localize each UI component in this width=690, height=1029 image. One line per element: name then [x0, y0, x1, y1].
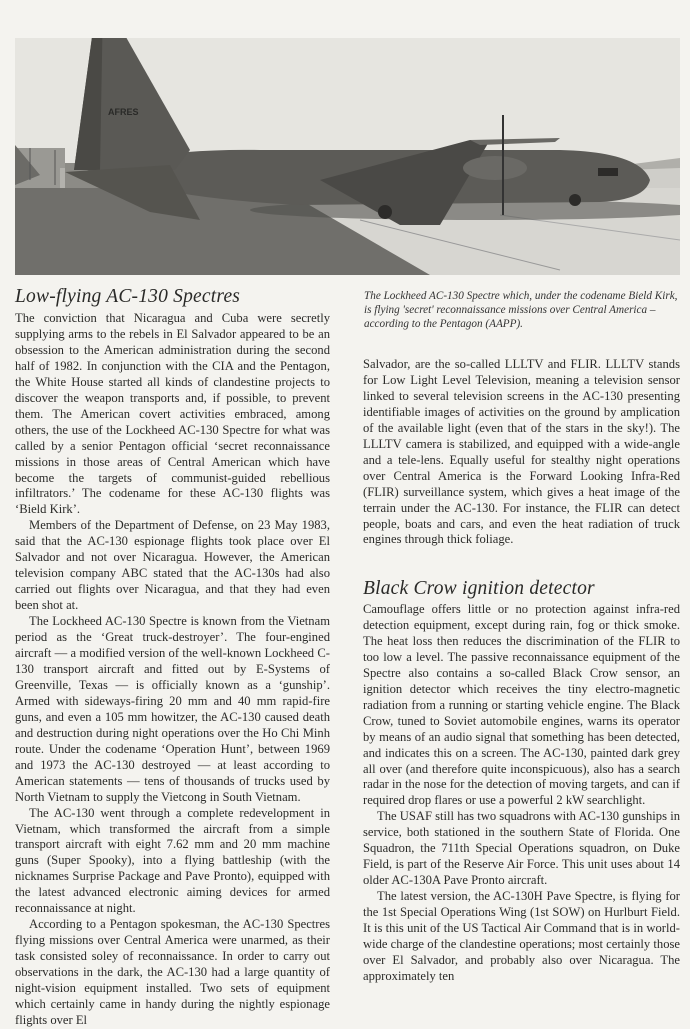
paragraph: The USAF still has two squadrons with AC-130 gunships in service, both stationed in the southern State of Florida. One Squadron, the 711th Special Operations squadron, on Duke Field, is part of the Reserve Air Force. This unit uses about 14 older AC-130A Pave Pronto aircraft. — [363, 809, 680, 888]
paragraph: The conviction that Nicaragua and Cuba were secretly supplying arms to the rebels in El Salvador appeared to be an obsession to the American administration during the second half of 1982. In conjunction with the CIA and the Pentagon, the White House started all kinds of clandestine projects to discover the weapon transports and, if possible, to prevent them. The American covert activities embraced, among others, the use of the Lockheed AC-130 Spectre for what was called by a senior Pentagon official ‘secret reconnaissance missions in those areas of Central American which have become the targets of communist-guided rebellious infiltrators.’ The codename for these AC-130 flights was ‘Bield Kirk’. — [15, 311, 330, 517]
paragraph: The AC-130 went through a complete redevelopment in Vietnam, which transformed the aircraft from a simple transport aircraft with eight 7.62 mm and 20 mm machine guns (Super Spooky), into a flying battleship (with the nicknames Surprise Package and Pave Pronto), equipped with the latest advanced electronic aiming devices for armed reconnaissance at night. — [15, 805, 330, 916]
paragraph: Camouflage offers little or no protection against infra-red detection equipment, except during rain, fog or thick smoke. The heat loss then reduces the discrimination of the FLIR to too low a level. The passive reconnaissance equipment of the Spectre also contains a so-called Black Crow sensor, an ignition detector which receives the tiny electro-magnetic radiation from a running or starting vehicle engine. The Black Crow, tuned to Soviet automobile engines, warns its operator by means of an audio signal that something has been detected, and indicates this on a screen. The AC-130, painted dark grey all over (and therefore quite inconspicuous), also has a search radar in the nose for the detection of moving targets, and can if required drop flares or use a powerful 2 kW searchlight. — [363, 602, 680, 808]
photo-caption: The Lockheed AC-130 Spectre which, under the codename Bield Kirk, is flying 'secret' reconnaissance missions over Central America – according to the Pentagon (AAPP). — [364, 290, 678, 330]
aircraft-photo — [15, 38, 680, 275]
paragraph: The latest version, the AC-130H Pave Spectre, is flying for the 1st Special Operations Wing (1st SOW) on Hurlburt Field. It is this unit of the US Tactical Air Command that is in world-wide charge of the clandestine operations; most certainly those over El Salvador, and probably also over Nicaragua. The approximately ten — [363, 889, 680, 983]
right-column-black-crow — [363, 602, 680, 985]
paragraph: Members of the Department of Defense, on 23 May 1983, said that the AC-130 espionage flights took place over El Salvador and not over Nicaragua. However, the American television company ABC stated that the AC-130s had also carried out flights over Nicaragua, and that they had even been shot at. — [15, 518, 330, 613]
aircraft-illustration — [15, 38, 680, 275]
section-title-low-flying: Low-flying AC-130 Spectres — [15, 286, 241, 307]
right-column-continuation — [363, 357, 680, 548]
paragraph: The Lockheed AC-130 Spectre is known from the Vietnam period as the ‘Great truck-destroyer’. The four-engined aircraft — a modified version of the well-known Lockheed C-130 transport aircraft and fitted out by E-Systems of Greenville, Texas — is officially known as a ‘gunship’. Armed with sideways-firing 20 mm and 40 mm rapid-fire guns, and even a 105 mm howitzer, the AC-130 caused death and destruction during night operations over the Ho Chi Minh route. Under the codename ‘Operation Hunt’, between 1969 and 1973 the AC-130 destroyed — at least according to American statements — tens of thousands of trucks used by North Vietnam to supply the Vietcong in South Vietnam. — [15, 614, 330, 804]
left-column — [15, 311, 330, 1029]
paragraph: Salvador, are the so-called LLLTV and FLIR. LLLTV stands for Low Light Level Television, meaning a television sensor linked to several television screens in the AC-130 presenting identifiable images of activities on the ground by amplication of the available light (even that of the stars in the sky!). The LLLTV camera is stabilized, and equipped with a wide-angle and a tele-lens. Equally useful for stealthy night operations over Central America is the Forward Looking Infra-Red (FLIR) surveillance system, which gives a heat image of the terrain under the AC-130. For instance, the FLIR can detect people, boats and cars, and even the heat radiation of truck engines through thick foliage. — [363, 357, 680, 547]
tail-marking: AFRES — [108, 107, 139, 117]
paragraph: According to a Pentagon spokesman, the AC-130 Spectres flying missions over Central America were unarmed, as their task consisted soley of reconnaissance. In order to carry out observations in the dark, the AC-130 had a large quantity of night-vision equipment installed. Two sets of equipment which certainly came in handy during the nightly espionage flights over El — [15, 917, 330, 1027]
section-title-black-crow: Black Crow ignition detector — [363, 578, 595, 599]
